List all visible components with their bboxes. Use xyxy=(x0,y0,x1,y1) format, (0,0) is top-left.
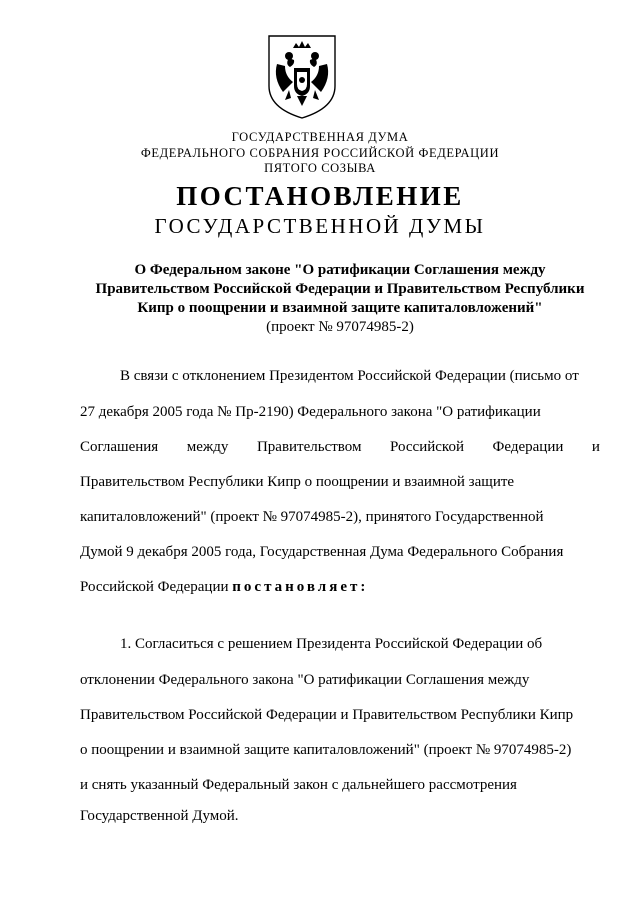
para1-line-7-text: Российской Федерации xyxy=(80,579,229,595)
subject-line-1: О Федеральном законе "О ратификации Соглашения между xyxy=(134,262,546,278)
header-line-3: ПЯТОГО СОЗЫВА xyxy=(264,161,376,175)
document-subtitle: ГОСУДАРСТВЕННОЙ ДУМЫ xyxy=(154,214,486,238)
header-line-1: ГОСУДАРСТВЕННАЯ ДУМА xyxy=(231,130,409,144)
para2-line-6: Государственной Думой. xyxy=(80,808,239,824)
para1-line-3 xyxy=(80,437,600,457)
subject-line-3: Кипр о поощрении и взаимной защите капиталовложений" xyxy=(137,300,543,316)
coat-of-arms-emblem xyxy=(267,34,337,120)
para2-line-1: 1. Согласиться с решением Президента Российской Федерации об xyxy=(120,636,543,652)
word: Федерации xyxy=(492,439,564,455)
word: и xyxy=(591,439,600,455)
para2-line-4: о поощрении и взаимной защите капиталовложений" (проект № 97074985-2) xyxy=(80,742,572,758)
word: Соглашения xyxy=(80,439,159,455)
para1-line-6: Думой 9 декабря 2005 года, Государственная Дума Федерального Собрания xyxy=(80,544,564,560)
word: между xyxy=(186,439,229,455)
word: Правительством xyxy=(256,439,362,455)
document-title: ПОСТАНОВЛЕНИЕ xyxy=(176,181,464,211)
header-line-2: ФЕДЕРАЛЬНОГО СОБРАНИЯ РОССИЙСКОЙ ФЕДЕРАЦИИ xyxy=(140,146,500,160)
para1-line-5: капиталовложений" (проект № 97074985-2), принятого Государственной xyxy=(80,509,544,525)
para2-line-3: Правительством Российской Федерации и Правительством Республики Кипр xyxy=(80,707,574,723)
para1-line-2: 27 декабря 2005 года № Пр-2190) Федерального закона "О ратификации xyxy=(80,404,541,420)
decree-verb: постановляет: xyxy=(232,579,369,595)
para1-line-4: Правительством Республики Кипр о поощрении и взаимной защите xyxy=(80,474,515,490)
subject-block xyxy=(70,261,610,318)
para1-line-1: В связи с отклонением Президентом Российской Федерации (письмо от xyxy=(120,368,579,384)
para1-line-7 xyxy=(80,577,600,597)
subject-line-2: Правительством Российской Федерации и Правительством Республики xyxy=(95,281,585,297)
para2-line-5: и снять указанный Федеральный закон с дальнейшего рассмотрения xyxy=(80,777,517,793)
word: Российской xyxy=(390,439,464,455)
para2-line-2: отклонении Федерального закона "О ратификации Соглашения между xyxy=(80,672,530,688)
project-number: (проект № 97074985-2) xyxy=(266,319,414,335)
